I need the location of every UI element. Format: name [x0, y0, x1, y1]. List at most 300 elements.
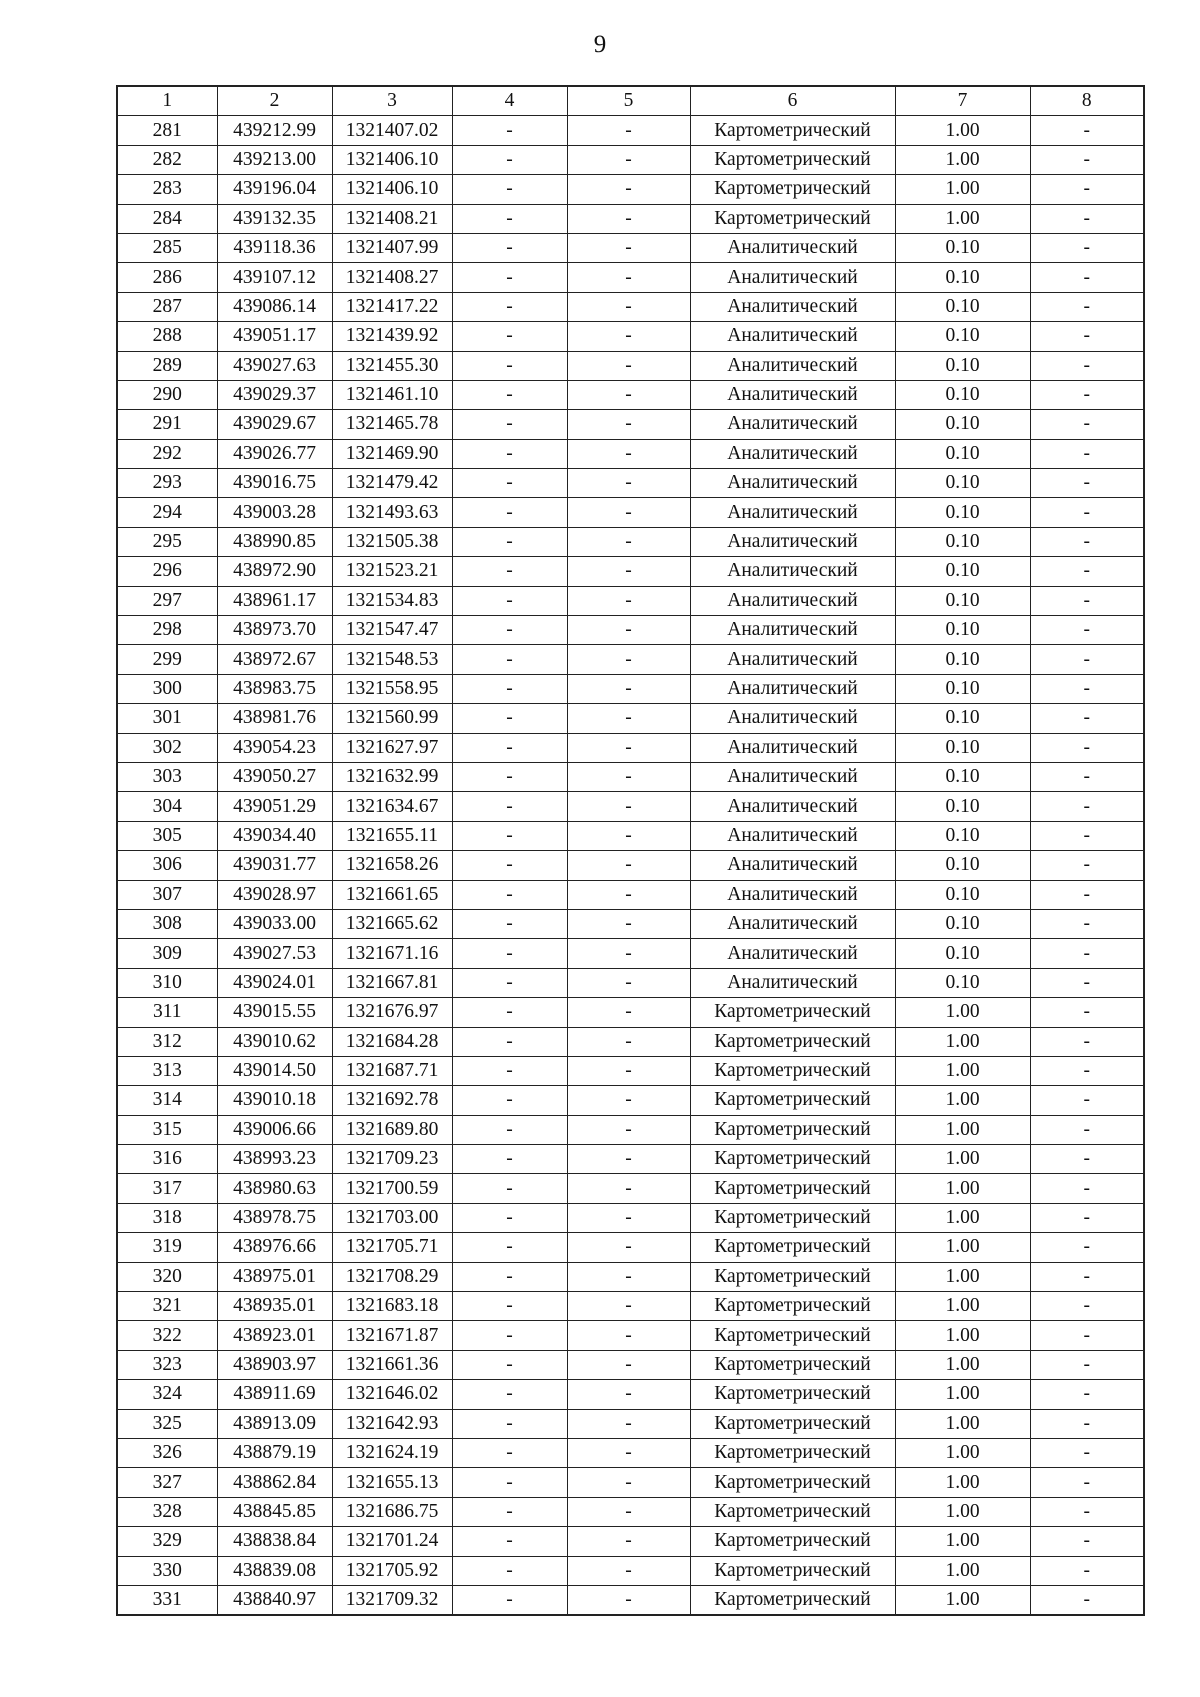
cell-coord-y: 1321465.78 [332, 410, 452, 439]
cell-coord-y: 1321408.27 [332, 263, 452, 292]
cell-col-4: - [452, 586, 567, 615]
cell-point-number: 285 [117, 233, 217, 262]
cell-col-4: - [452, 439, 567, 468]
cell-method: Аналитический [690, 821, 895, 850]
cell-coord-x: 439031.77 [217, 851, 332, 880]
cell-col-8: - [1030, 1262, 1144, 1291]
cell-col-8: - [1030, 821, 1144, 850]
cell-coord-x: 438973.70 [217, 616, 332, 645]
table-row [117, 674, 1144, 703]
cell-coord-y: 1321658.26 [332, 851, 452, 880]
cell-point-number: 293 [117, 469, 217, 498]
cell-accuracy: 0.10 [895, 645, 1030, 674]
table-row [117, 880, 1144, 909]
cell-coord-y: 1321407.99 [332, 233, 452, 262]
cell-point-number: 282 [117, 145, 217, 174]
cell-accuracy: 1.00 [895, 1585, 1030, 1615]
cell-accuracy: 0.10 [895, 469, 1030, 498]
cell-col-8: - [1030, 1585, 1144, 1615]
cell-coord-y: 1321406.10 [332, 175, 452, 204]
cell-point-number: 311 [117, 998, 217, 1027]
cell-col-8: - [1030, 909, 1144, 938]
cell-point-number: 297 [117, 586, 217, 615]
cell-method: Аналитический [690, 792, 895, 821]
cell-col-8: - [1030, 439, 1144, 468]
cell-method: Аналитический [690, 762, 895, 791]
cell-coord-x: 439051.17 [217, 322, 332, 351]
table-row [117, 762, 1144, 791]
cell-col-8: - [1030, 1497, 1144, 1526]
cell-coord-y: 1321469.90 [332, 439, 452, 468]
cell-col-4: - [452, 968, 567, 997]
cell-accuracy: 0.10 [895, 704, 1030, 733]
cell-method: Аналитический [690, 968, 895, 997]
cell-method: Аналитический [690, 851, 895, 880]
cell-point-number: 308 [117, 909, 217, 938]
cell-coord-y: 1321634.67 [332, 792, 452, 821]
cell-col-8: - [1030, 1086, 1144, 1115]
cell-point-number: 295 [117, 527, 217, 556]
cell-method: Картометрический [690, 1086, 895, 1115]
cell-method: Аналитический [690, 674, 895, 703]
table-row [117, 1468, 1144, 1497]
cell-coord-y: 1321479.42 [332, 469, 452, 498]
column-header-3: 3 [332, 86, 452, 116]
cell-col-8: - [1030, 527, 1144, 556]
cell-accuracy: 0.10 [895, 968, 1030, 997]
cell-point-number: 331 [117, 1585, 217, 1615]
cell-coord-x: 439196.04 [217, 175, 332, 204]
cell-col-5: - [567, 1115, 690, 1144]
cell-point-number: 302 [117, 733, 217, 762]
cell-coord-y: 1321406.10 [332, 145, 452, 174]
cell-method: Картометрический [690, 204, 895, 233]
cell-col-5: - [567, 527, 690, 556]
cell-method: Картометрический [690, 1056, 895, 1085]
cell-col-8: - [1030, 557, 1144, 586]
cell-method: Картометрический [690, 1556, 895, 1585]
cell-coord-x: 439029.37 [217, 380, 332, 409]
cell-method: Картометрический [690, 1321, 895, 1350]
cell-col-5: - [567, 1086, 690, 1115]
cell-accuracy: 1.00 [895, 1203, 1030, 1232]
cell-accuracy: 1.00 [895, 1262, 1030, 1291]
cell-method: Картометрический [690, 1585, 895, 1615]
cell-col-8: - [1030, 733, 1144, 762]
cell-col-5: - [567, 909, 690, 938]
cell-accuracy: 1.00 [895, 1497, 1030, 1526]
table-row [117, 939, 1144, 968]
cell-col-5: - [567, 116, 690, 145]
cell-col-8: - [1030, 939, 1144, 968]
cell-point-number: 294 [117, 498, 217, 527]
cell-accuracy: 1.00 [895, 116, 1030, 145]
table-row [117, 1409, 1144, 1438]
cell-method: Аналитический [690, 351, 895, 380]
cell-col-5: - [567, 380, 690, 409]
cell-col-8: - [1030, 292, 1144, 321]
cell-method: Картометрический [690, 175, 895, 204]
cell-col-5: - [567, 1056, 690, 1085]
cell-col-5: - [567, 263, 690, 292]
cell-col-4: - [452, 1027, 567, 1056]
cell-accuracy: 1.00 [895, 1233, 1030, 1262]
cell-coord-y: 1321661.65 [332, 880, 452, 909]
table-row [117, 557, 1144, 586]
cell-col-4: - [452, 1321, 567, 1350]
cell-method: Картометрический [690, 145, 895, 174]
table-row [117, 1556, 1144, 1585]
table-row [117, 1203, 1144, 1232]
cell-col-4: - [452, 263, 567, 292]
cell-coord-x: 438980.63 [217, 1174, 332, 1203]
cell-col-8: - [1030, 762, 1144, 791]
cell-col-5: - [567, 586, 690, 615]
cell-coord-x: 439006.66 [217, 1115, 332, 1144]
cell-col-8: - [1030, 1056, 1144, 1085]
cell-accuracy: 1.00 [895, 1380, 1030, 1409]
cell-col-4: - [452, 380, 567, 409]
table-row [117, 733, 1144, 762]
cell-point-number: 298 [117, 616, 217, 645]
cell-method: Картометрический [690, 116, 895, 145]
cell-method: Аналитический [690, 939, 895, 968]
cell-col-4: - [452, 1585, 567, 1615]
cell-point-number: 323 [117, 1350, 217, 1379]
table-row [117, 1027, 1144, 1056]
cell-col-5: - [567, 1027, 690, 1056]
table-row [117, 410, 1144, 439]
cell-col-4: - [452, 821, 567, 850]
cell-method: Аналитический [690, 380, 895, 409]
table-row [117, 263, 1144, 292]
cell-col-4: - [452, 762, 567, 791]
cell-coord-x: 438911.69 [217, 1380, 332, 1409]
cell-coord-x: 439033.00 [217, 909, 332, 938]
cell-col-4: - [452, 1556, 567, 1585]
cell-point-number: 330 [117, 1556, 217, 1585]
cell-col-4: - [452, 939, 567, 968]
cell-col-5: - [567, 1262, 690, 1291]
cell-coord-x: 438935.01 [217, 1292, 332, 1321]
cell-coord-y: 1321439.92 [332, 322, 452, 351]
cell-col-4: - [452, 1086, 567, 1115]
cell-col-4: - [452, 1527, 567, 1556]
cell-col-5: - [567, 145, 690, 174]
cell-coord-y: 1321667.81 [332, 968, 452, 997]
cell-col-5: - [567, 557, 690, 586]
table-row [117, 792, 1144, 821]
cell-col-4: - [452, 1409, 567, 1438]
cell-col-4: - [452, 351, 567, 380]
cell-coord-y: 1321408.21 [332, 204, 452, 233]
cell-col-8: - [1030, 674, 1144, 703]
cell-col-8: - [1030, 645, 1144, 674]
cell-point-number: 281 [117, 116, 217, 145]
cell-col-4: - [452, 851, 567, 880]
cell-col-8: - [1030, 851, 1144, 880]
table-row [117, 851, 1144, 880]
table-row [117, 351, 1144, 380]
cell-col-4: - [452, 1497, 567, 1526]
table-header-row [117, 86, 1144, 116]
cell-coord-y: 1321655.13 [332, 1468, 452, 1497]
cell-accuracy: 0.10 [895, 351, 1030, 380]
cell-col-5: - [567, 821, 690, 850]
cell-accuracy: 1.00 [895, 145, 1030, 174]
cell-point-number: 289 [117, 351, 217, 380]
cell-coord-y: 1321661.36 [332, 1350, 452, 1379]
table-row [117, 909, 1144, 938]
cell-coord-y: 1321708.29 [332, 1262, 452, 1291]
table-row [117, 116, 1144, 145]
cell-accuracy: 0.10 [895, 233, 1030, 262]
table-row [117, 645, 1144, 674]
column-header-5: 5 [567, 86, 690, 116]
cell-accuracy: 1.00 [895, 1468, 1030, 1497]
cell-point-number: 296 [117, 557, 217, 586]
cell-method: Аналитический [690, 909, 895, 938]
cell-method: Картометрический [690, 1145, 895, 1174]
cell-point-number: 286 [117, 263, 217, 292]
cell-col-5: - [567, 498, 690, 527]
cell-point-number: 325 [117, 1409, 217, 1438]
cell-coord-y: 1321709.32 [332, 1585, 452, 1615]
cell-col-8: - [1030, 704, 1144, 733]
cell-col-5: - [567, 233, 690, 262]
column-header-4: 4 [452, 86, 567, 116]
cell-coord-y: 1321624.19 [332, 1438, 452, 1467]
table-row [117, 1321, 1144, 1350]
cell-coord-x: 439051.29 [217, 792, 332, 821]
cell-coord-x: 439015.55 [217, 998, 332, 1027]
cell-point-number: 290 [117, 380, 217, 409]
cell-point-number: 319 [117, 1233, 217, 1262]
table-row [117, 1233, 1144, 1262]
column-header-1: 1 [117, 86, 217, 116]
table-row [117, 1380, 1144, 1409]
cell-coord-x: 439028.97 [217, 880, 332, 909]
cell-col-5: - [567, 439, 690, 468]
cell-point-number: 307 [117, 880, 217, 909]
cell-coord-x: 439213.00 [217, 145, 332, 174]
cell-coord-y: 1321692.78 [332, 1086, 452, 1115]
table-row [117, 1115, 1144, 1144]
cell-point-number: 291 [117, 410, 217, 439]
cell-col-5: - [567, 1409, 690, 1438]
cell-accuracy: 1.00 [895, 204, 1030, 233]
cell-accuracy: 0.10 [895, 439, 1030, 468]
cell-point-number: 283 [117, 175, 217, 204]
cell-col-5: - [567, 616, 690, 645]
cell-coord-y: 1321701.24 [332, 1527, 452, 1556]
cell-col-5: - [567, 1174, 690, 1203]
cell-col-4: - [452, 733, 567, 762]
cell-accuracy: 1.00 [895, 175, 1030, 204]
cell-point-number: 315 [117, 1115, 217, 1144]
cell-point-number: 317 [117, 1174, 217, 1203]
cell-accuracy: 0.10 [895, 733, 1030, 762]
column-header-6: 6 [690, 86, 895, 116]
cell-col-5: - [567, 704, 690, 733]
cell-method: Картометрический [690, 1174, 895, 1203]
cell-col-5: - [567, 674, 690, 703]
cell-col-4: - [452, 1233, 567, 1262]
table-row [117, 1497, 1144, 1526]
cell-col-4: - [452, 175, 567, 204]
cell-accuracy: 1.00 [895, 1056, 1030, 1085]
cell-coord-x: 439050.27 [217, 762, 332, 791]
cell-coord-x: 439027.63 [217, 351, 332, 380]
cell-accuracy: 0.10 [895, 322, 1030, 351]
cell-col-5: - [567, 204, 690, 233]
cell-col-8: - [1030, 380, 1144, 409]
cell-col-8: - [1030, 1409, 1144, 1438]
cell-coord-x: 438975.01 [217, 1262, 332, 1291]
cell-coord-x: 438972.67 [217, 645, 332, 674]
cell-coord-y: 1321407.02 [332, 116, 452, 145]
cell-coord-y: 1321671.16 [332, 939, 452, 968]
cell-accuracy: 0.10 [895, 527, 1030, 556]
cell-point-number: 322 [117, 1321, 217, 1350]
cell-coord-y: 1321689.80 [332, 1115, 452, 1144]
cell-col-8: - [1030, 1438, 1144, 1467]
cell-coord-x: 439014.50 [217, 1056, 332, 1085]
cell-col-8: - [1030, 1174, 1144, 1203]
cell-point-number: 320 [117, 1262, 217, 1291]
cell-col-4: - [452, 233, 567, 262]
cell-accuracy: 1.00 [895, 1115, 1030, 1144]
coordinates-table [116, 85, 1145, 1616]
cell-coord-y: 1321505.38 [332, 527, 452, 556]
cell-accuracy: 0.10 [895, 292, 1030, 321]
table-row [117, 498, 1144, 527]
cell-coord-y: 1321547.47 [332, 616, 452, 645]
cell-col-4: - [452, 1056, 567, 1085]
cell-col-8: - [1030, 233, 1144, 262]
cell-coord-x: 439118.36 [217, 233, 332, 262]
cell-point-number: 287 [117, 292, 217, 321]
cell-coord-y: 1321642.93 [332, 1409, 452, 1438]
table-row [117, 204, 1144, 233]
cell-coord-y: 1321632.99 [332, 762, 452, 791]
cell-point-number: 292 [117, 439, 217, 468]
cell-col-4: - [452, 292, 567, 321]
cell-accuracy: 0.10 [895, 880, 1030, 909]
cell-coord-x: 438961.17 [217, 586, 332, 615]
cell-col-5: - [567, 410, 690, 439]
cell-accuracy: 1.00 [895, 998, 1030, 1027]
cell-coord-x: 438972.90 [217, 557, 332, 586]
cell-col-8: - [1030, 322, 1144, 351]
cell-coord-y: 1321523.21 [332, 557, 452, 586]
cell-col-8: - [1030, 586, 1144, 615]
cell-point-number: 304 [117, 792, 217, 821]
cell-col-4: - [452, 557, 567, 586]
cell-accuracy: 0.10 [895, 792, 1030, 821]
cell-col-4: - [452, 645, 567, 674]
cell-col-4: - [452, 469, 567, 498]
cell-col-5: - [567, 998, 690, 1027]
cell-col-8: - [1030, 469, 1144, 498]
cell-coord-y: 1321686.75 [332, 1497, 452, 1526]
table-row [117, 1585, 1144, 1615]
cell-col-5: - [567, 792, 690, 821]
table-row [117, 998, 1144, 1027]
cell-accuracy: 1.00 [895, 1086, 1030, 1115]
cell-coord-x: 439132.35 [217, 204, 332, 233]
cell-point-number: 318 [117, 1203, 217, 1232]
cell-point-number: 303 [117, 762, 217, 791]
cell-col-8: - [1030, 175, 1144, 204]
cell-method: Картометрический [690, 1497, 895, 1526]
table-row [117, 175, 1144, 204]
cell-point-number: 305 [117, 821, 217, 850]
table-row [117, 145, 1144, 174]
cell-coord-y: 1321703.00 [332, 1203, 452, 1232]
cell-point-number: 321 [117, 1292, 217, 1321]
cell-coord-y: 1321455.30 [332, 351, 452, 380]
cell-col-4: - [452, 1350, 567, 1379]
cell-accuracy: 0.10 [895, 616, 1030, 645]
cell-accuracy: 0.10 [895, 410, 1030, 439]
cell-col-4: - [452, 204, 567, 233]
cell-coord-x: 438976.66 [217, 1233, 332, 1262]
cell-col-5: - [567, 292, 690, 321]
cell-accuracy: 1.00 [895, 1409, 1030, 1438]
cell-col-5: - [567, 175, 690, 204]
cell-accuracy: 0.10 [895, 939, 1030, 968]
cell-coord-x: 439026.77 [217, 439, 332, 468]
cell-col-8: - [1030, 1145, 1144, 1174]
cell-coord-x: 439086.14 [217, 292, 332, 321]
cell-coord-x: 439016.75 [217, 469, 332, 498]
cell-coord-x: 438990.85 [217, 527, 332, 556]
cell-coord-y: 1321417.22 [332, 292, 452, 321]
cell-coord-x: 439003.28 [217, 498, 332, 527]
cell-col-8: - [1030, 410, 1144, 439]
cell-method: Картометрический [690, 998, 895, 1027]
cell-coord-x: 438845.85 [217, 1497, 332, 1526]
table-row [117, 527, 1144, 556]
table-row [117, 233, 1144, 262]
cell-method: Картометрический [690, 1027, 895, 1056]
cell-accuracy: 0.10 [895, 380, 1030, 409]
cell-point-number: 310 [117, 968, 217, 997]
cell-point-number: 300 [117, 674, 217, 703]
cell-point-number: 309 [117, 939, 217, 968]
cell-coord-x: 439034.40 [217, 821, 332, 850]
cell-coord-x: 439010.62 [217, 1027, 332, 1056]
cell-method: Аналитический [690, 469, 895, 498]
cell-col-8: - [1030, 1556, 1144, 1585]
cell-col-4: - [452, 1380, 567, 1409]
cell-accuracy: 1.00 [895, 1145, 1030, 1174]
cell-coord-x: 439054.23 [217, 733, 332, 762]
cell-col-5: - [567, 469, 690, 498]
cell-col-8: - [1030, 1203, 1144, 1232]
cell-col-5: - [567, 351, 690, 380]
cell-coord-x: 439027.53 [217, 939, 332, 968]
cell-point-number: 299 [117, 645, 217, 674]
cell-method: Картометрический [690, 1203, 895, 1232]
cell-accuracy: 1.00 [895, 1350, 1030, 1379]
table-row [117, 1174, 1144, 1203]
cell-method: Аналитический [690, 233, 895, 262]
cell-coord-y: 1321705.71 [332, 1233, 452, 1262]
cell-col-5: - [567, 1380, 690, 1409]
cell-col-8: - [1030, 998, 1144, 1027]
